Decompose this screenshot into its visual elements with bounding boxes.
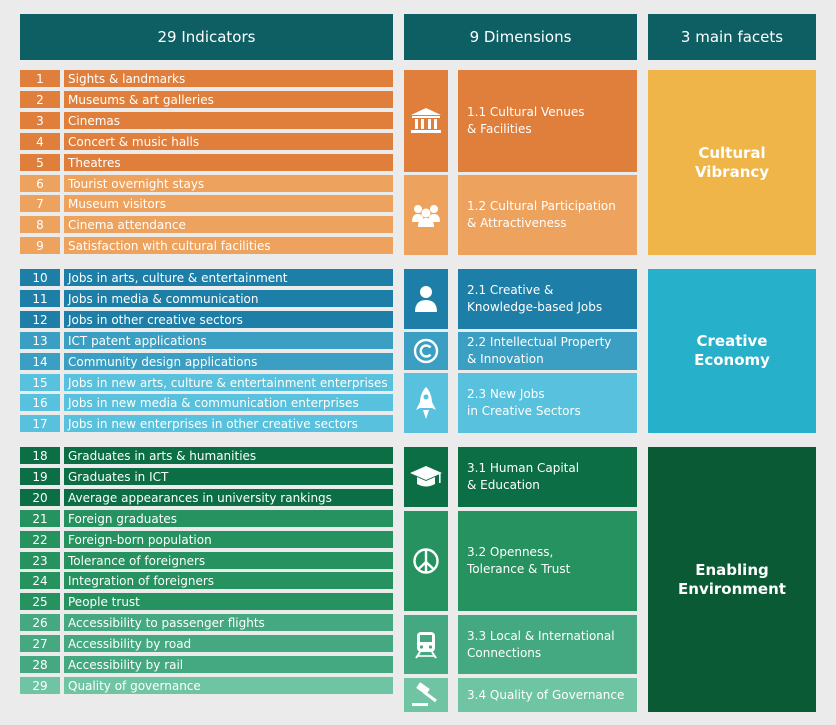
indicator-number: 26 <box>20 614 60 631</box>
facet-enabling-environment <box>648 447 816 712</box>
indicator-row <box>20 195 393 212</box>
person-icon <box>414 285 438 313</box>
indicator-label: Jobs in arts, culture & entertainment <box>64 269 393 286</box>
indicator-number: 14 <box>20 353 60 370</box>
indicator-label: Jobs in new arts, culture & entertainment enterprises <box>64 374 393 391</box>
indicator-number: 24 <box>20 572 60 589</box>
indicator-row <box>20 70 393 87</box>
indicator-row <box>20 311 393 328</box>
indicator-number: 19 <box>20 468 60 485</box>
indicator-row <box>20 531 393 548</box>
dimension-icon-box-2-2 <box>404 332 448 370</box>
dimensions-header <box>404 14 637 60</box>
indicator-row <box>20 216 393 233</box>
indicator-number: 3 <box>20 112 60 129</box>
indicator-label: Museums & art galleries <box>64 91 393 108</box>
indicator-label: Accessibility to passenger flights <box>64 614 393 631</box>
museum-icon <box>410 107 442 135</box>
indicator-label: ICT patent applications <box>64 332 393 349</box>
copyright-icon <box>413 338 439 364</box>
facets-header-label: 3 main facets <box>680 28 784 46</box>
indicator-number: 2 <box>20 91 60 108</box>
indicator-number: 29 <box>20 677 60 694</box>
indicator-row <box>20 112 393 129</box>
indicator-label: People trust <box>64 593 393 610</box>
indicator-number: 18 <box>20 447 60 464</box>
indicator-number: 12 <box>20 311 60 328</box>
dimension-1-1-label: 1.1 Cultural Venues & Facilities <box>467 105 585 136</box>
indicator-label: Graduates in arts & humanities <box>64 447 393 464</box>
indicator-row <box>20 133 393 150</box>
indicator-label: Jobs in new enterprises in other creative sectors <box>64 415 393 432</box>
dimension-2-1 <box>458 269 637 329</box>
indicator-label: Museum visitors <box>64 195 393 212</box>
indicator-label: Tolerance of foreigners <box>64 552 393 569</box>
facets-header <box>648 14 816 60</box>
dimension-2-3 <box>458 373 637 433</box>
indicator-number: 6 <box>20 175 60 192</box>
indicator-row <box>20 353 393 370</box>
indicator-row <box>20 572 393 589</box>
indicator-label: Average appearances in university rankings <box>64 489 393 506</box>
indicator-label: Jobs in media & communication <box>64 290 393 307</box>
indicator-label: Cinemas <box>64 112 393 129</box>
dimension-icon-box-3-3 <box>404 615 448 674</box>
dimension-2-2 <box>458 332 637 370</box>
rocket-icon <box>415 386 437 420</box>
indicator-number: 20 <box>20 489 60 506</box>
indicator-label: Satisfaction with cultural facilities <box>64 237 393 254</box>
indicator-row <box>20 237 393 254</box>
indicator-row <box>20 447 393 464</box>
indicator-number: 11 <box>20 290 60 307</box>
train-icon <box>415 631 437 659</box>
indicator-row <box>20 154 393 171</box>
indicator-row <box>20 510 393 527</box>
indicator-label: Jobs in new media & communication enterprises <box>64 394 393 411</box>
facet-creative-economy <box>648 269 816 433</box>
dimension-1-2 <box>458 175 637 255</box>
indicator-row <box>20 552 393 569</box>
indicator-row <box>20 290 393 307</box>
indicator-row <box>20 269 393 286</box>
indicator-row <box>20 175 393 192</box>
indicator-row <box>20 468 393 485</box>
indicator-row <box>20 677 393 694</box>
indicator-number: 1 <box>20 70 60 87</box>
dimension-icon-box-3-4 <box>404 678 448 712</box>
indicator-number: 28 <box>20 656 60 673</box>
indicator-label: Graduates in ICT <box>64 468 393 485</box>
indicator-label: Jobs in other creative sectors <box>64 311 393 328</box>
indicator-label: Theatres <box>64 154 393 171</box>
indicator-number: 21 <box>20 510 60 527</box>
indicators-header <box>20 14 393 60</box>
indicator-number: 15 <box>20 374 60 391</box>
dimension-3-1 <box>458 447 637 507</box>
dimensions-header-label: 9 Dimensions <box>469 28 572 46</box>
dimension-3-2 <box>458 511 637 611</box>
dimension-1-1 <box>458 70 637 172</box>
indicator-row <box>20 656 393 673</box>
indicator-row <box>20 415 393 432</box>
indicator-label: Accessibility by rail <box>64 656 393 673</box>
indicator-row <box>20 593 393 610</box>
dimension-2-3-label: 2.3 New Jobs in Creative Sectors <box>467 387 581 418</box>
indicator-label: Foreign graduates <box>64 510 393 527</box>
dimension-icon-box-1-1 <box>404 70 448 172</box>
facet-enabling-environment-label: Enabling Environment <box>678 560 786 598</box>
indicator-row <box>20 374 393 391</box>
indicator-number: 22 <box>20 531 60 548</box>
indicator-row <box>20 489 393 506</box>
dimension-2-2-label: 2.2 Intellectual Property & Innovation <box>467 335 612 366</box>
indicator-number: 5 <box>20 154 60 171</box>
indicator-label: Concert & music halls <box>64 133 393 150</box>
dimension-icon-box-2-1 <box>404 269 448 329</box>
dimension-1-2-label: 1.2 Cultural Participation & Attractiveness <box>467 199 616 230</box>
indicator-label: Community design applications <box>64 353 393 370</box>
indicator-number: 27 <box>20 635 60 652</box>
graduation-cap-icon <box>409 464 443 490</box>
dimension-icon-box-3-2 <box>404 511 448 611</box>
indicator-number: 16 <box>20 394 60 411</box>
indicator-row <box>20 614 393 631</box>
indicator-number: 9 <box>20 237 60 254</box>
facet-creative-economy-label: Creative Economy <box>694 332 770 369</box>
people-group-icon <box>411 202 441 228</box>
indicator-row <box>20 91 393 108</box>
indicator-label: Foreign-born population <box>64 531 393 548</box>
indicator-number: 17 <box>20 415 60 432</box>
dimension-3-1-label: 3.1 Human Capital & Education <box>467 461 580 492</box>
indicator-number: 10 <box>20 269 60 286</box>
indicators-header-label: 29 Indicators <box>157 28 256 46</box>
dimension-3-4 <box>458 678 637 712</box>
indicator-number: 25 <box>20 593 60 610</box>
indicator-row <box>20 635 393 652</box>
dimension-icon-box-1-2 <box>404 175 448 255</box>
indicator-label: Integration of foreigners <box>64 572 393 589</box>
indicator-number: 7 <box>20 195 60 212</box>
indicator-label: Accessibility by road <box>64 635 393 652</box>
indicator-row <box>20 394 393 411</box>
indicator-number: 8 <box>20 216 60 233</box>
dimension-3-4-label: 3.4 Quality of Governance <box>467 687 625 702</box>
dimension-3-3-label: 3.3 Local & International Connections <box>467 628 615 660</box>
indicator-label: Quality of governance <box>64 677 393 694</box>
gavel-icon <box>411 682 441 708</box>
dimension-2-1-label: 2.1 Creative & Knowledge-based Jobs <box>467 283 603 314</box>
indicator-label: Sights & landmarks <box>64 70 393 87</box>
dimension-icon-box-2-3 <box>404 373 448 433</box>
indicator-number: 13 <box>20 332 60 349</box>
indicator-number: 23 <box>20 552 60 569</box>
indicator-row <box>20 332 393 349</box>
indicator-number: 4 <box>20 133 60 150</box>
indicator-label: Cinema attendance <box>64 216 393 233</box>
dimension-3-2-label: 3.2 Openness, Tolerance & Trust <box>467 545 571 576</box>
dimension-3-3 <box>458 615 637 674</box>
indicator-label: Tourist overnight stays <box>64 175 393 192</box>
dimension-icon-box-3-1 <box>404 447 448 507</box>
peace-icon <box>412 547 440 575</box>
facet-cultural-vibrancy-label: Cultural Vibrancy <box>694 143 770 181</box>
facet-cultural-vibrancy <box>648 70 816 255</box>
